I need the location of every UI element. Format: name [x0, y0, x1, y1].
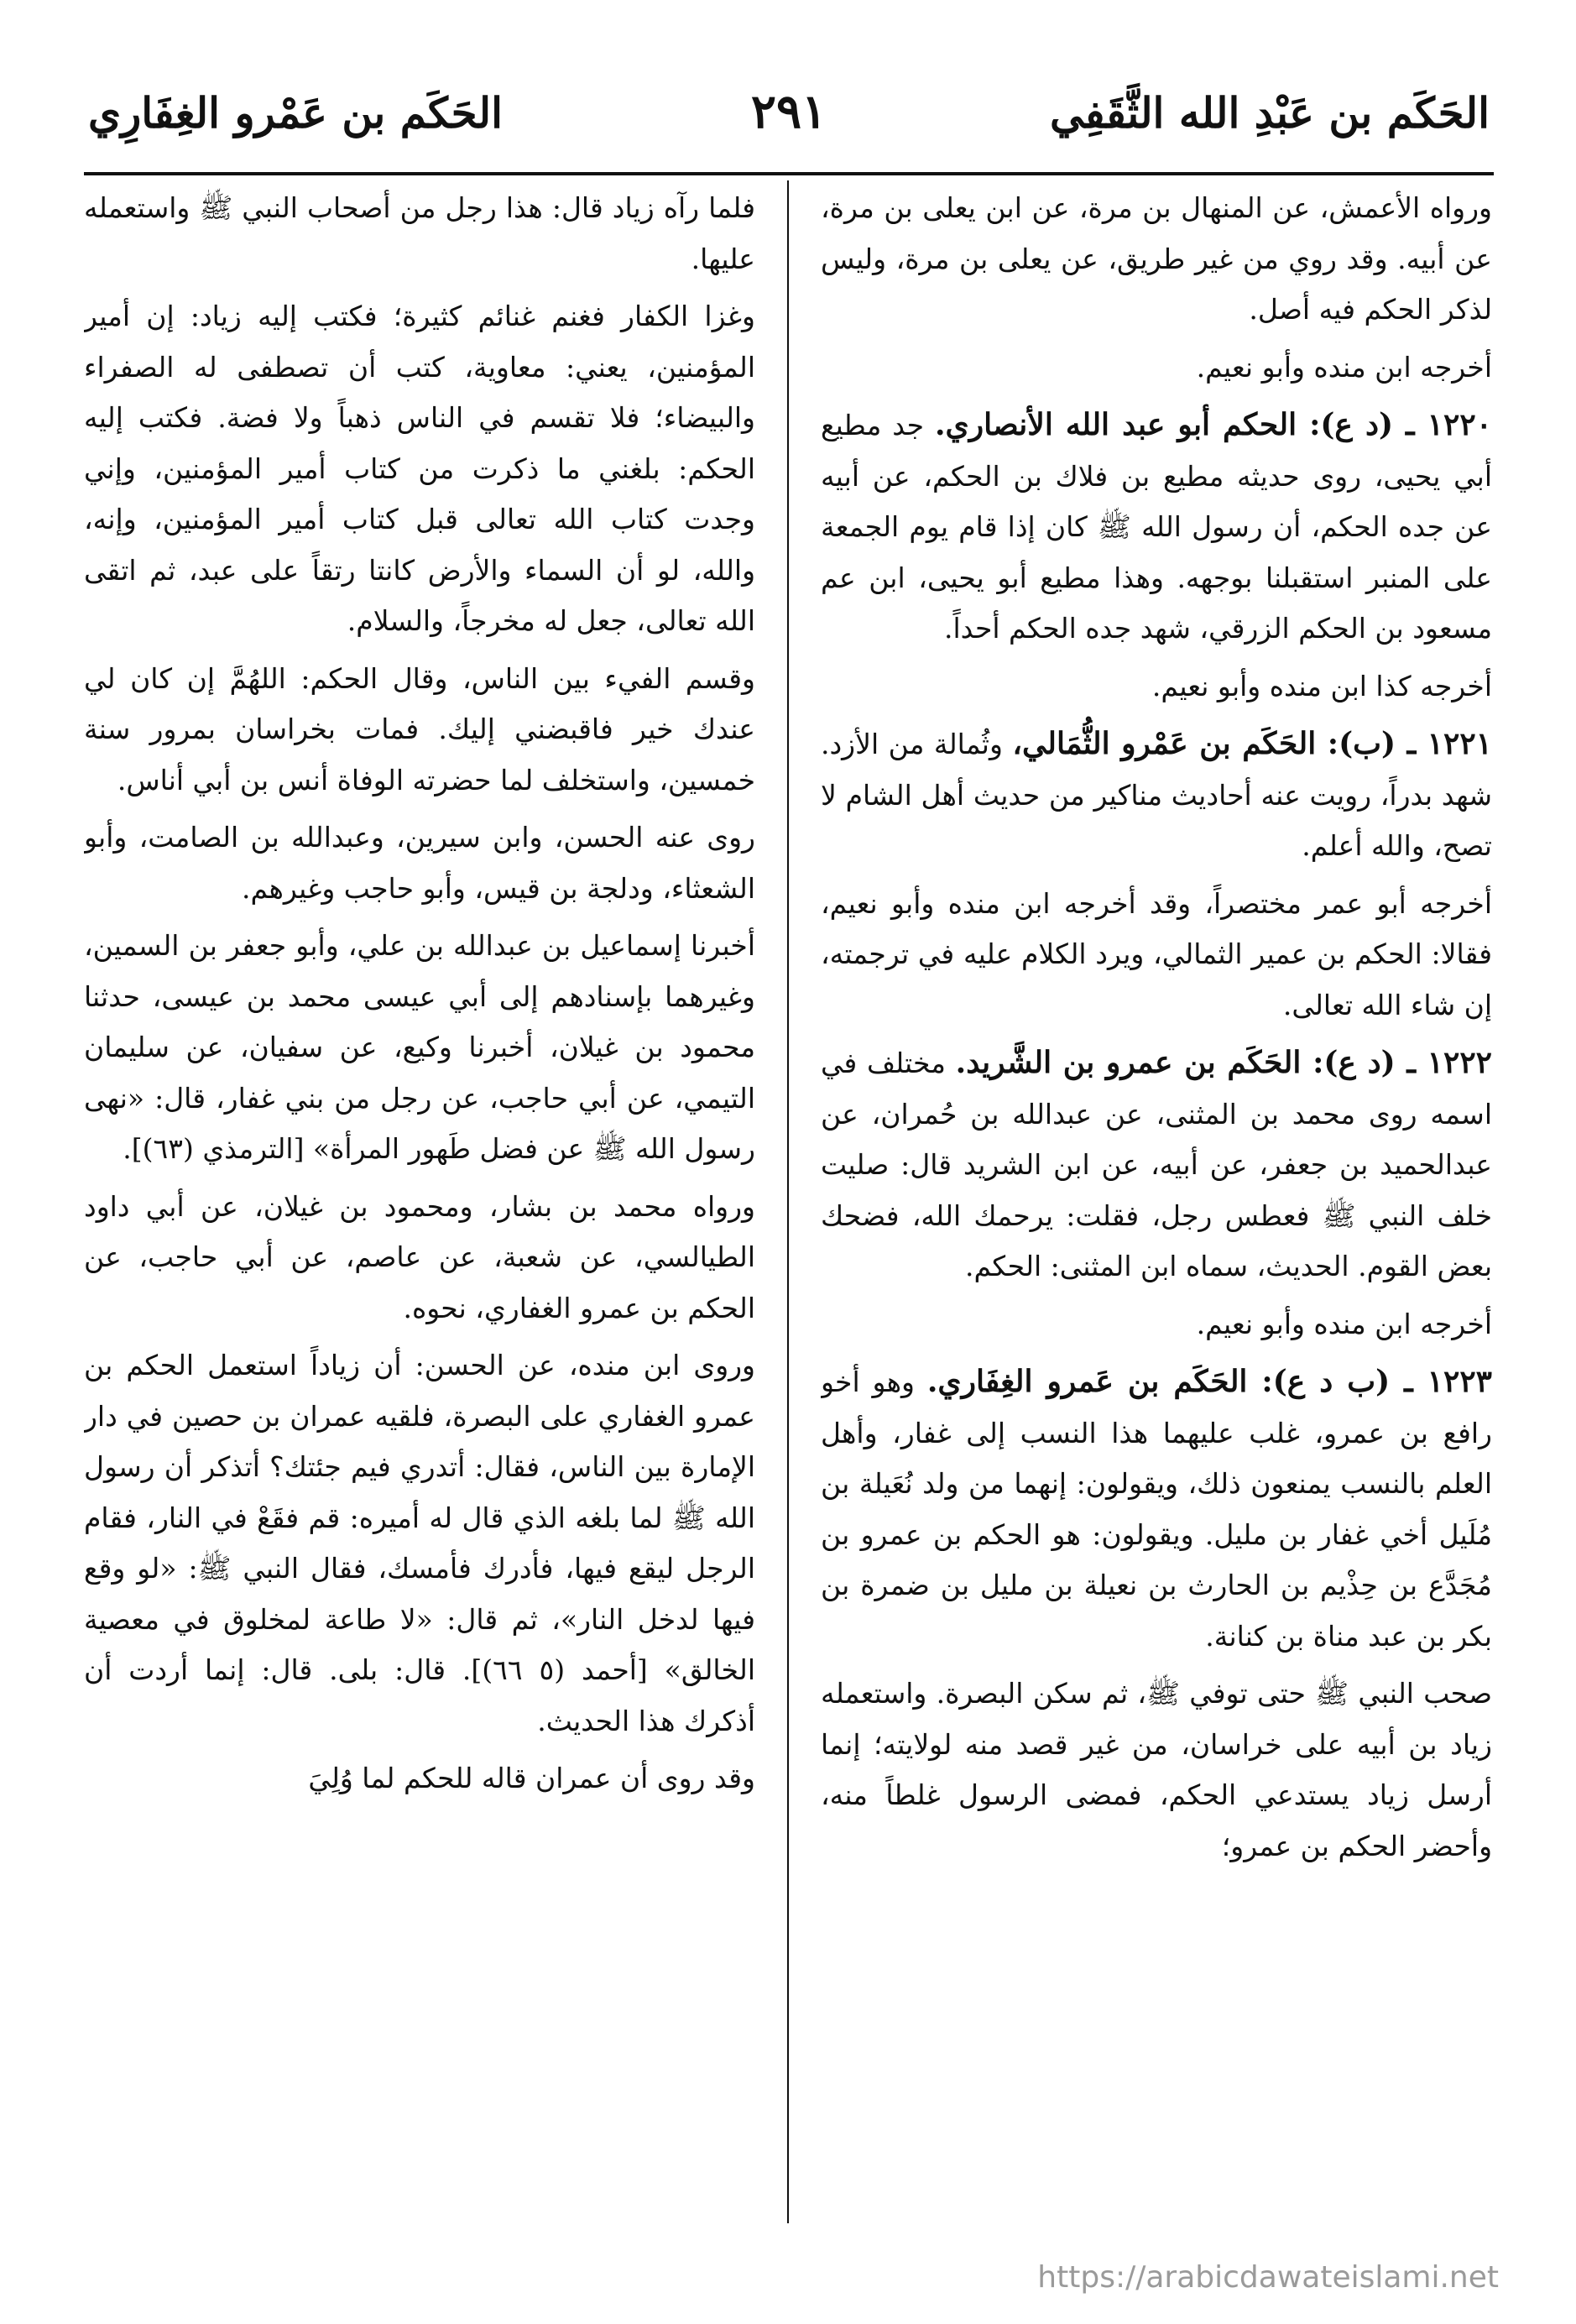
page-number: ٢٩١ [750, 84, 827, 139]
biography-entry [821, 718, 1492, 872]
paragraph [84, 1182, 755, 1334]
paragraph-text: وقد روى أن عمران قاله للحكم لما وُلِيَ [308, 1762, 755, 1794]
entry-heading: ١٢٢٠ ـ (د ع): الحكم أبو عبد الله الأنصاري. [934, 407, 1492, 442]
watermark-url: https://arabicdawateislami.net [1037, 2260, 1499, 2295]
column-divider [787, 180, 789, 2223]
paragraph-text: أخرجه أبو عمر مختصراً، وقد أخرجه ابن منده وأبو نعيم، فقالا: الحكم بن عمير الثمالي، ويرد الكلام عليه في ترجمته، إن شاء الله تعالى. [821, 886, 1492, 1021]
biography-entry [821, 1356, 1492, 1662]
paragraph [821, 342, 1492, 394]
paragraph-text: أخرجه ابن منده وأبو نعيم. [1196, 350, 1492, 384]
paragraph-text: وغزا الكفار فغنم غنائم كثيرة؛ فكتب إليه زياد: إن أمير المؤمنين، يعني: معاوية، كتب أن تصطفى له الصفراء والبيضاء؛ فلا تقسم في الناس ذهباً ولا فضة. فكتب إليه الحكم: بلغني ما ذكرت من كتاب أمير المؤمنين، وإني وجدت كتاب الله تعالى قبل كتاب أمير المؤمنين، وإنه، والله، لو أن السماء والأرض كانتا رتقاً على عبد، ثم اتقى الله تعالى، جعل له مخرجاً، والسلام. [84, 300, 755, 637]
paragraph [821, 183, 1492, 336]
paragraph-text: وثُمالة من الأزد. شهد بدراً، رويت عنه أحاديث مناكير من حديث أهل الشام لا تصح، والله أعلم. [821, 728, 1492, 862]
header-right-title: الحَكَم بن عَبْدِ الله الثَّقَفِي [1049, 88, 1490, 138]
paragraph-text: وهو أخو رافع بن عمرو، غلب عليهما هذا النسب إلى غفار، وأهل العلم بالنسب يمنعون ذلك، ويقولون: إنهما من ولد نُعَيلة بن مُلَيل أخي غفار بن مليل. ويقولون: هو الحكم بن عمرو بن مُجَدَّع بن حِذْيم بن الحارث بن نعيلة بن مليل بن ضمرة بن بكر بن عبد مناة بن كنانة. [821, 1366, 1492, 1653]
paragraph-text: صحب النبي ﷺ حتى توفي ﷺ، ثم سكن البصرة. واستعمله زياد بن أبيه على خراسان، من غير قصد منه لولايته؛ إنما أرسل زياد يستدعي الحكم، فمضى الرسول غلطاً منه، وأحضر الحكم بن عمرو؛ [821, 1677, 1492, 1862]
paragraph [84, 921, 755, 1175]
paragraph [84, 1340, 755, 1747]
biography-entry [821, 400, 1492, 655]
paragraph [84, 1753, 755, 1804]
paragraph-text: مختلف في اسمه روى محمد بن المثنى، عن عبدالله بن حُمران، عن عبدالحميد بن جعفر، عن أبيه، عن ابن الشريد قال: صليت خلف النبي ﷺ فعطس رجل، فقلت: يرحمك الله، فضحك بعض القوم. الحديث، سماه ابن المثنى: الحكم. [821, 1047, 1492, 1282]
paragraph-text: أخرجه كذا ابن منده وأبو نعيم. [1151, 669, 1492, 702]
entry-heading: ١٢٢٢ ـ (د ع): الحَكَم بن عمرو بن الشَّريد. [955, 1045, 1492, 1080]
paragraph [821, 1669, 1492, 1872]
paragraph-text: وروى ابن منده، عن الحسن: أن زياداً استعمل الحكم بن عمرو الغفاري على البصرة، فلقيه عمران بن حصين في دار الإمارة بين الناس، فقال: أتدري فيم جئتك؟ أتذكر أن رسول الله ﷺ لما بلغه الذي قال له أميره: قم فقَعْ في النار، فقام الرجل ليقع فيها، فأدرك فأمسك، فقال النبي ﷺ: «لو وقع فيها لدخل النار»، ثم قال: «لا طاعة لمخلوق في معصية الخالق» [أحمد (٥ ٦٦)]. قال: بلى. قال: إنما أردت أن أذكرك هذا الحديث. [84, 1349, 755, 1737]
paragraph [84, 654, 755, 807]
paragraph-text: روى عنه الحسن، وابن سيرين، وعبدالله بن الصامت، وأبو الشعثاء، ودلجة بن قيس، وأبو حاجب وغيرهم. [84, 821, 755, 905]
biography-entry [821, 1037, 1492, 1293]
paragraph-text: أخرجه ابن منده وأبو نعيم. [1196, 1307, 1492, 1340]
paragraph [84, 291, 755, 647]
left-column [84, 183, 755, 2232]
header-left-title: الحَكَم بن عَمْرو الغِفَارِي [88, 88, 504, 138]
paragraph [84, 812, 755, 914]
paragraph-text: ورواه الأعمش، عن المنهال بن مرة، عن ابن يعلى بن مرة، عن أبيه. وقد روي من غير طريق، عن يعلى بن مرة، وليس لذكر الحكم فيه أصل. [821, 191, 1492, 326]
paragraph-text: وقسم الفيء بين الناس، وقال الحكم: اللهُمَّ إن كان لي عندك خير فاقبضني إليك. فمات بخراسان بمرور سنة خمسين، واستخلف لما حضرته الوفاة أنس بن أبي أناس. [84, 661, 755, 796]
header-rule [84, 172, 1494, 175]
entry-heading: ١٢٢١ ـ (ب): الحَكَم بن عَمْرو الثُّمَالي، [1012, 726, 1492, 761]
paragraph [821, 661, 1492, 713]
right-column [821, 183, 1492, 2232]
paragraph-text: جد مطيع أبي يحيى، روى حديثه مطيع بن فلاك بن الحكم، عن أبيه عن جده الحكم، أن رسول الله ﷺ كان إذا قام يوم الجمعة على المنبر استقبلنا بوجهه. وهذا مطيع أبو يحيى، ابن عم مسعود بن الحكم الزرقي، شهد جده الحكم أحداً. [821, 409, 1492, 645]
page-header [88, 80, 1490, 164]
paragraph-text: ورواه محمد بن بشار، ومحمود بن غيلان، عن أبي داود الطيالسي، عن شعبة، عن عاصم، عن أبي حاجب، عن الحكم بن عمرو الغفاري، نحوه. [84, 1189, 755, 1324]
paragraph [821, 879, 1492, 1031]
paragraph [821, 1299, 1492, 1350]
paragraph-text: فلما رآه زياد قال: هذا رجل من أصحاب النبي ﷺ واستعمله عليها. [84, 191, 755, 275]
paragraph [84, 183, 755, 285]
entry-heading: ١٢٢٣ ـ (ب د ع): الحَكَم بن عَمرو الغِفَاري. [926, 1364, 1492, 1399]
paragraph-text: أخبرنا إسماعيل بن عبدالله بن علي، وأبو جعفر بن السمين، وغيرهما بإسنادهم إلى أبي عيسى محمد بن عيسى، حدثنا محمود بن غيلان، أخبرنا وكيع، عن سفيان، عن سليمان التيمي، عن أبي حاجب، عن رجل من بني غفار، قال: «نهى رسول الله ﷺ عن فضل طَهور المرأة» [الترمذي (٦٣)]. [84, 929, 755, 1165]
